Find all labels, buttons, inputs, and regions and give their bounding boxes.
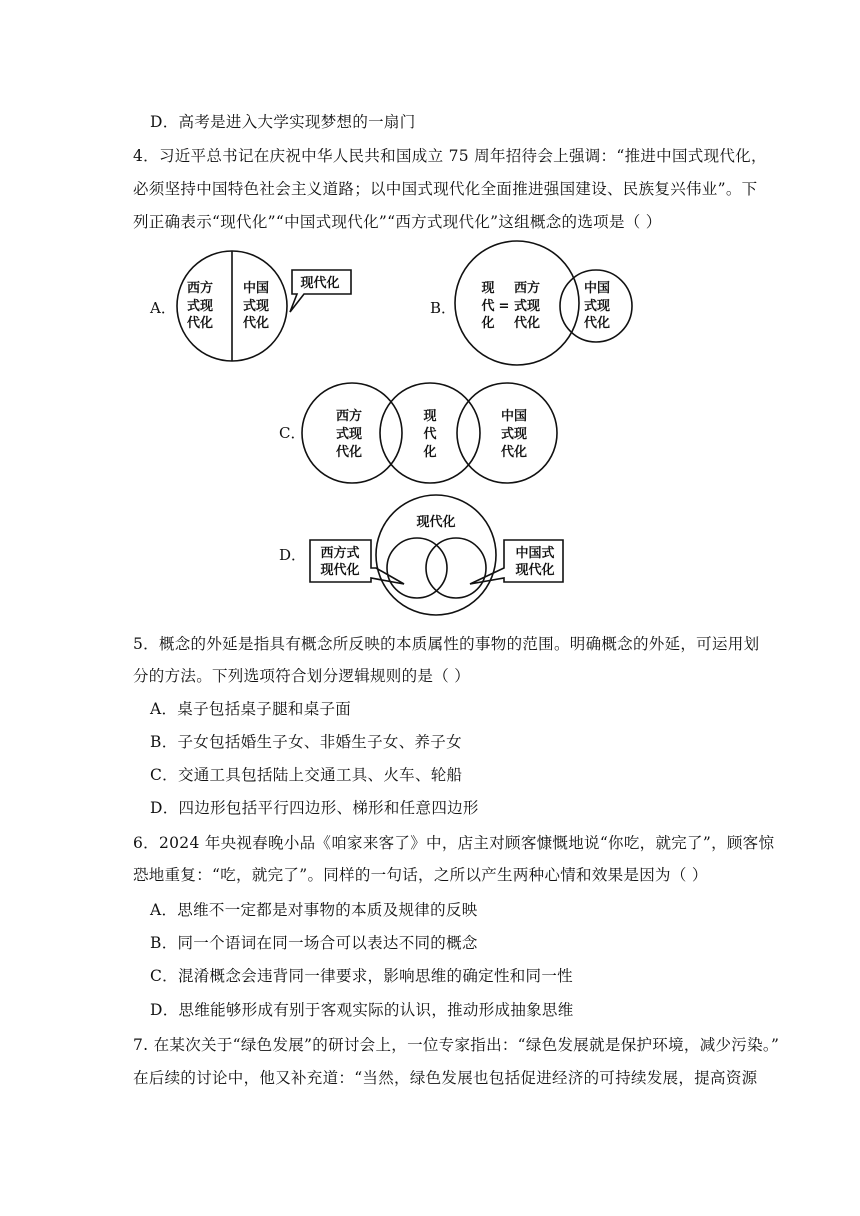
diagram-b-left-char2: 代 bbox=[481, 299, 495, 314]
diagram-a-right-line1: 中国 bbox=[242, 281, 270, 296]
diagram-c-left-line1: 西方 bbox=[335, 409, 363, 424]
q6-stem-line2: 恐地重复：“吃，就完了”。同样的一句话，之所以产生两种心情和效果是因为（ ） bbox=[133, 866, 708, 884]
q4-stem-line1: 4．习近平总书记在庆祝中华人民共和国成立 75 周年招待会上强调：“推进中国式现代化， bbox=[133, 147, 767, 165]
diagram-b-mid-line3: 代化 bbox=[513, 316, 541, 331]
diagram-d-right-callout-line2: 现代化 bbox=[515, 563, 555, 578]
diagram-d-left-inner-circle bbox=[387, 538, 447, 598]
diagram-c-middle-line2: 代 bbox=[423, 427, 437, 442]
diagram-b-right-line2: 式现 bbox=[583, 299, 611, 314]
diagram-c-right-line1: 中国 bbox=[500, 409, 528, 424]
diagram-d-left-callout-line1: 西方式 bbox=[320, 546, 360, 561]
diagram-b-label: B． bbox=[430, 299, 457, 317]
diagram-a-right-line3: 代化 bbox=[242, 316, 270, 331]
q3-option-d: D．高考是进入大学实现梦想的一扇门 bbox=[150, 113, 416, 131]
diagram-c-right-line2: 式现 bbox=[500, 427, 528, 442]
q5-stem-line1: 5．概念的外延是指具有概念所反映的本质属性的事物的范围。明确概念的外延，可运用划 bbox=[133, 635, 760, 653]
diagram-c-label: C． bbox=[279, 424, 306, 442]
diagram-d-left-callout-line2: 现代化 bbox=[320, 563, 360, 578]
diagram-d-right-inner-circle bbox=[426, 538, 486, 598]
diagram-b-right-line3: 代化 bbox=[583, 316, 611, 331]
q5-stem-line2: 分的方法。下列选项符合划分逻辑规则的是（ ） bbox=[133, 667, 471, 685]
diagram-c-middle-line1: 现 bbox=[423, 409, 437, 424]
diagram-a-label: A． bbox=[150, 299, 176, 317]
q5-option-a: A．桌子包括桌子腿和桌子面 bbox=[150, 700, 352, 718]
q4-stem-line2: 必须坚持中国特色社会主义道路；以中国式现代化全面推进强国建设、民族复兴伟业”。下 bbox=[133, 180, 758, 198]
diagram-d bbox=[279, 495, 563, 615]
diagram-c-left-line3: 代化 bbox=[335, 445, 363, 460]
diagram-a bbox=[149, 251, 351, 361]
q6-option-a: A．思维不一定都是对事物的本质及规律的反映 bbox=[150, 901, 478, 919]
q6-stem-line1: 6．2024 年央视春晚小品《咱家来客了》中，店主对顾客慷慨地说“你吃，就完了”，顾客惊 bbox=[133, 834, 775, 852]
diagram-d-right-callout-line1: 中国式 bbox=[515, 546, 555, 561]
q7-stem-line2: 在后续的讨论中，他又补充道：“当然，绿色发展也包括促进经济的可持续发展，提高资源 bbox=[133, 1069, 758, 1087]
q4-stem-line3: 列正确表示“现代化”“中国式现代化”“西方式现代化”这组概念的选项是（ ） bbox=[133, 213, 662, 231]
diagram-d-outer-circle bbox=[376, 495, 496, 615]
q5-option-c: C．交通工具包括陆上交通工具、火车、轮船 bbox=[150, 766, 463, 784]
diagram-a-left-line2: 式现 bbox=[186, 299, 214, 314]
diagram-c bbox=[279, 383, 557, 483]
diagram-b-equals: = bbox=[498, 299, 510, 314]
diagram-a-left-line3: 代化 bbox=[186, 316, 214, 331]
q6-option-b: B．同一个语词在同一场合可以表达不同的概念 bbox=[150, 934, 478, 952]
diagram-a-callout-text: 现代化 bbox=[300, 276, 340, 291]
q6-option-d: D．思维能够形成有别于客观实际的认识，推动形成抽象思维 bbox=[150, 1001, 574, 1019]
q5-option-d: D．四边形包括平行四边形、梯形和任意四边形 bbox=[150, 799, 479, 817]
diagram-b-mid-line2: 式现 bbox=[513, 299, 541, 314]
diagram-b-right-line1: 中国 bbox=[583, 281, 611, 296]
diagram-b-mid-line1: 西方 bbox=[513, 281, 541, 296]
diagram-a-left-line1: 西方 bbox=[186, 281, 214, 296]
diagram-b-left-char1: 现 bbox=[481, 281, 495, 296]
diagram-c-right-line3: 代化 bbox=[500, 445, 528, 460]
diagram-d-title: 现代化 bbox=[416, 515, 456, 530]
diagram-b bbox=[430, 241, 632, 365]
diagram-c-middle-line3: 化 bbox=[423, 445, 437, 460]
diagram-a-right-line2: 式现 bbox=[242, 299, 270, 314]
diagram-c-left-line2: 式现 bbox=[335, 427, 363, 442]
diagram-b-left-char3: 化 bbox=[481, 316, 495, 331]
q7-stem-line1: 7. 在某次关于“绿色发展”的研讨会上，一位专家指出：“绿色发展就是保护环境，减少污染。” bbox=[133, 1036, 780, 1054]
q6-option-c: C．混淆概念会违背同一律要求，影响思维的确定性和同一性 bbox=[150, 967, 573, 985]
q5-option-b: B．子女包括婚生子女、非婚生子女、养子女 bbox=[150, 733, 462, 751]
diagram-d-label: D． bbox=[279, 546, 307, 564]
